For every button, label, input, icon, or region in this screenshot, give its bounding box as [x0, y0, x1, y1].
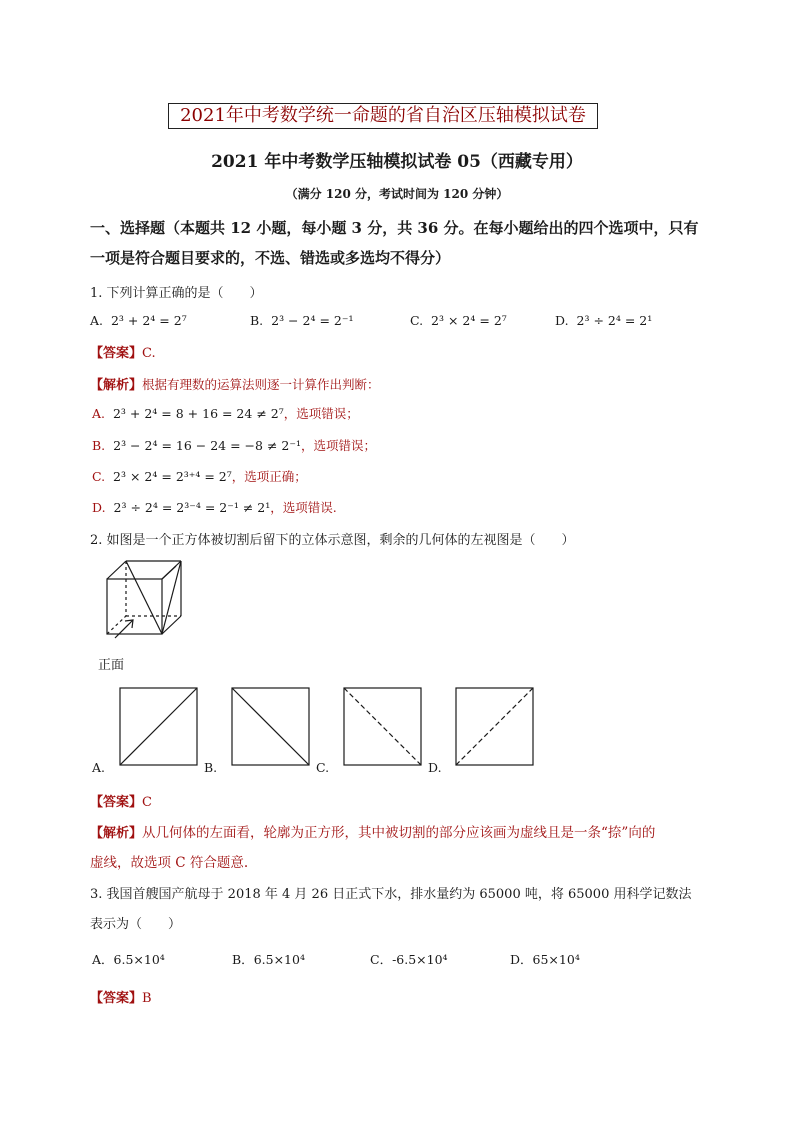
- q2-option-b-figure: [231, 687, 311, 767]
- step-label: C.: [92, 469, 106, 484]
- q2-option-a-figure: [119, 687, 199, 767]
- q2-option-d-figure: [455, 687, 535, 767]
- question-1-stem: 1. 下列计算正确的是（ ）: [90, 286, 263, 301]
- step-label: A.: [92, 406, 106, 421]
- answer-value: B: [142, 991, 152, 1006]
- option-text: 2³ × 2⁴ = 2⁷: [431, 313, 507, 328]
- q1-step-c: [92, 467, 307, 485]
- q2-option-d-label: D.: [428, 760, 442, 775]
- q2-analysis: [90, 821, 655, 841]
- step-note: ，选项错误.: [270, 500, 337, 515]
- q1-option-c: [410, 313, 507, 328]
- question-3-stem-cont: 表示为（ ）: [90, 917, 182, 932]
- option-text: 2³ ÷ 2⁴ = 2¹: [576, 313, 653, 328]
- option-label: A．: [92, 952, 114, 967]
- q3-option-a: [92, 950, 165, 968]
- option-text: 2³ + 2⁴ = 2⁷: [110, 313, 187, 328]
- series-banner: 2021年中考数学统一命题的省自治区压轴模拟试卷: [168, 103, 598, 129]
- q1-option-a: [90, 313, 187, 328]
- q1-step-d: [92, 498, 337, 516]
- question-2-stem: 2. 如图是一个正方体被切割后留下的立体示意图，剩余的几何体的左视图是（ ）: [90, 533, 575, 548]
- option-text: 6.5×10⁴: [113, 952, 165, 967]
- option-text: 65×10⁴: [532, 952, 580, 967]
- q1-option-d: [555, 313, 652, 328]
- step-math: 2³ − 2⁴ = 16 − 24 = −8 ≠ 2⁻¹: [113, 438, 301, 453]
- step-note: ，选项正确；: [231, 469, 307, 484]
- option-label: B.: [250, 313, 264, 328]
- q2-analysis-cont: 虚线，故选项 C 符合题意.: [90, 855, 249, 871]
- question-3-stem: 3. 我国首艘国产航母于 2018 年 4 月 26 日正式下水，排水量约为 65000 吨，将 65000 用科学记数法: [90, 887, 692, 902]
- option-label: C.: [410, 313, 424, 328]
- option-label: A.: [90, 313, 104, 328]
- q1-step-b: [92, 436, 376, 454]
- step-math: 2³ + 2⁴ = 8 + 16 = 24 ≠ 2⁷: [112, 406, 284, 421]
- option-label: B．: [232, 952, 254, 967]
- answer-value: C.: [142, 346, 156, 361]
- front-view-label: 正面: [98, 658, 125, 673]
- section-heading: 一、选择题（本题共 12 小题，每小题 3 分，共 36 分。在每小题给出的四个选项中，只有一项是符合题目要求的，不选、错选或多选均不得分）: [90, 219, 699, 267]
- q3-option-b: [232, 950, 305, 968]
- analysis-text: 根据有理数的运算法则逐一计算作出判断：: [142, 377, 380, 392]
- answer-tag: 【答案】: [90, 991, 143, 1006]
- answer-tag: 【答案】: [90, 346, 143, 361]
- page-title: 2021 年中考数学压轴模拟试卷 05（西藏专用）: [211, 152, 583, 172]
- q2-option-b-label: B.: [204, 760, 218, 775]
- step-note: ，选项错误；: [283, 406, 359, 421]
- option-label: C．: [370, 952, 393, 967]
- q1-step-a: [92, 404, 359, 422]
- option-text: 2³ − 2⁴ = 2⁻¹: [271, 313, 354, 328]
- option-label: D.: [555, 313, 569, 328]
- cut-cube-figure: [100, 558, 190, 643]
- option-text: -6.5×10⁴: [392, 952, 448, 967]
- option-label: D．: [510, 952, 533, 967]
- analysis-tag: 【解析】: [90, 378, 143, 393]
- answer-tag: 【答案】: [90, 795, 143, 810]
- q1-option-b: [250, 313, 353, 328]
- analysis-tag: 【解析】: [90, 826, 143, 841]
- q1-answer: [90, 342, 156, 361]
- q3-option-d: [510, 950, 580, 968]
- q2-option-a-label: A.: [92, 760, 106, 775]
- step-note: ，选项错误；: [300, 438, 376, 453]
- step-math: 2³ ÷ 2⁴ = 2³⁻⁴ = 2⁻¹ ≠ 2¹: [113, 500, 271, 515]
- step-label: D.: [92, 500, 106, 515]
- answer-value: C: [142, 795, 152, 810]
- q2-option-c-label: C.: [316, 760, 330, 775]
- q2-answer: [90, 791, 152, 810]
- option-text: 6.5×10⁴: [253, 952, 305, 967]
- q1-analysis: [90, 374, 380, 393]
- step-math: 2³ × 2⁴ = 2³⁺⁴ = 2⁷: [113, 469, 232, 484]
- exam-info: （满分 120 分，考试时间为 120 分钟）: [285, 187, 509, 201]
- analysis-text: 从几何体的左面看，轮廓为正方形，其中被切割的部分应该画为虚线且是一条“捺”向的: [142, 825, 656, 841]
- q2-option-c-figure: [343, 687, 423, 767]
- q3-option-c: [370, 950, 448, 968]
- step-label: B.: [92, 438, 106, 453]
- q3-answer: [90, 987, 152, 1006]
